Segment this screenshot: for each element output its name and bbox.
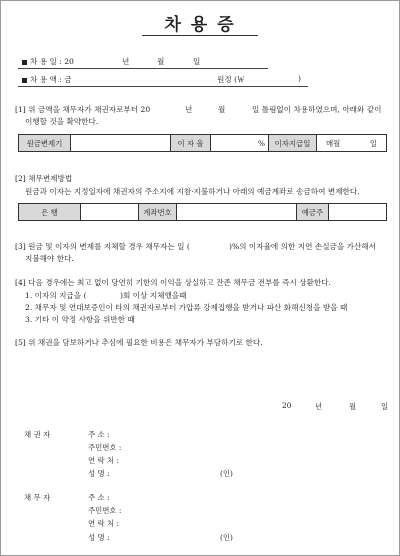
interest-payday-value [317, 135, 387, 152]
square-bullet-icon [22, 60, 27, 65]
principal-due-value [71, 135, 171, 152]
signing-day-unit: 일 [381, 402, 389, 411]
borrow-date-month-unit: 월 [157, 57, 165, 66]
clause1-year-unit: 년 [185, 105, 193, 114]
creditor-seal: (인) [220, 469, 233, 478]
creditor-name-field: 성 명 : [88, 469, 110, 478]
payday-unit: 일 [369, 138, 377, 148]
document-title: 차 용 증 [164, 15, 236, 35]
account-holder-label: 예금주 [297, 204, 329, 221]
borrow-amount-label: 차 용 액 : 금 [30, 75, 72, 84]
clause4-item1-a: 1. 이자의 지급을 ( [25, 291, 87, 300]
interest-rate-label: 이 자 율 [171, 135, 211, 152]
clause2-body: 원금과 이자는 지정일자에 채권자의 주소지에 지참·지불하거나 아래의 예금계좌로 송금하여 변제한다. [25, 187, 360, 196]
clause4-item2: 2. 채무자 및 연대보증인이 타의 채권자로부터 가압류 강제집행을 받거나 파산 화해신청을 받을 때 [25, 303, 348, 312]
clause1-month-unit: 월 [218, 105, 226, 114]
signing-date-prefix: 20 [282, 401, 292, 410]
borrow-date-year-unit: 년 [122, 57, 130, 66]
amount-won-suffix: 원정 (￦ [217, 75, 245, 84]
title-underline [142, 35, 258, 36]
debtor-seal: (인) [220, 533, 233, 542]
borrow-date-label: 차 용 일 : 20 [30, 57, 74, 66]
creditor-contact-field: 연 락 처 : [88, 456, 119, 465]
signing-year-unit: 년 [315, 402, 323, 411]
account-number-value [177, 204, 297, 221]
debtor-name-field: 성 명 : [88, 533, 110, 542]
monthly-label: 매월 [326, 138, 341, 148]
creditor-id-field: 주민번호 : [88, 443, 122, 452]
borrow-date-row [22, 56, 74, 67]
bank-value [81, 204, 139, 221]
borrow-amount-row [22, 74, 72, 85]
repayment-terms-table [18, 134, 387, 152]
creditor-role-label: 채 권 자 [24, 430, 51, 439]
clause1-text-a: [1] 위 금액을 채무자가 채권자로부터 20 [15, 105, 151, 114]
clause1-line2: 이행할 것을 확약한다. [25, 117, 99, 126]
principal-due-label: 원금변제기 [19, 135, 71, 152]
square-bullet-icon [22, 78, 27, 83]
interest-rate-value: % [211, 135, 269, 152]
account-number-label: 계좌번호 [139, 204, 177, 221]
account-holder-value [329, 204, 387, 221]
creditor-address-field: 주 소 : [88, 430, 110, 439]
clause3-line1-b: )%의 이자율에 의한 지연 손실금을 가산해서 [229, 242, 376, 251]
borrow-date-day-unit: 일 [193, 57, 201, 66]
clause4-item3: 3. 기타 이 약정 사항을 위반한 때 [25, 315, 135, 324]
amount-close-paren: ) [298, 74, 301, 83]
clause3-line2: 지불해야 한다. [25, 254, 74, 263]
debtor-role-label: 채 무 자 [24, 493, 51, 502]
debtor-id-field: 주민번호 : [88, 506, 122, 515]
clause2-heading: [2] 채무변제방법 [15, 174, 73, 183]
signing-month-unit: 월 [349, 402, 357, 411]
clause3-line1: [3] 원금 및 이자의 변제를 지체할 경우 채무자는 일 ( [15, 242, 190, 251]
clause1-text-b: 일 틀림없이 차용하였으며, 아래와 같이 [252, 105, 382, 114]
date-underline [18, 68, 268, 69]
interest-payday-label: 이자지급일 [269, 135, 317, 152]
bank-account-table [18, 203, 387, 221]
amount-underline [18, 86, 308, 87]
debtor-contact-field: 연 락 처 : [88, 519, 119, 528]
debtor-address-field: 주 소 : [88, 493, 110, 502]
bank-label: 은 행 [19, 204, 81, 221]
clause5-line1: [5] 위 채권을 담보하거나 추심에 필요한 비용은 채무자가 부담하기로 한다. [15, 338, 263, 347]
clause4-item1-b: )회 이상 지체했을때 [120, 291, 187, 300]
clause4-line1: [4] 다음 경우에는 최고 없이 당연히 기한의 이익을 상실하고 잔존 채무금 전부를 즉시 상환한다. [15, 278, 331, 287]
